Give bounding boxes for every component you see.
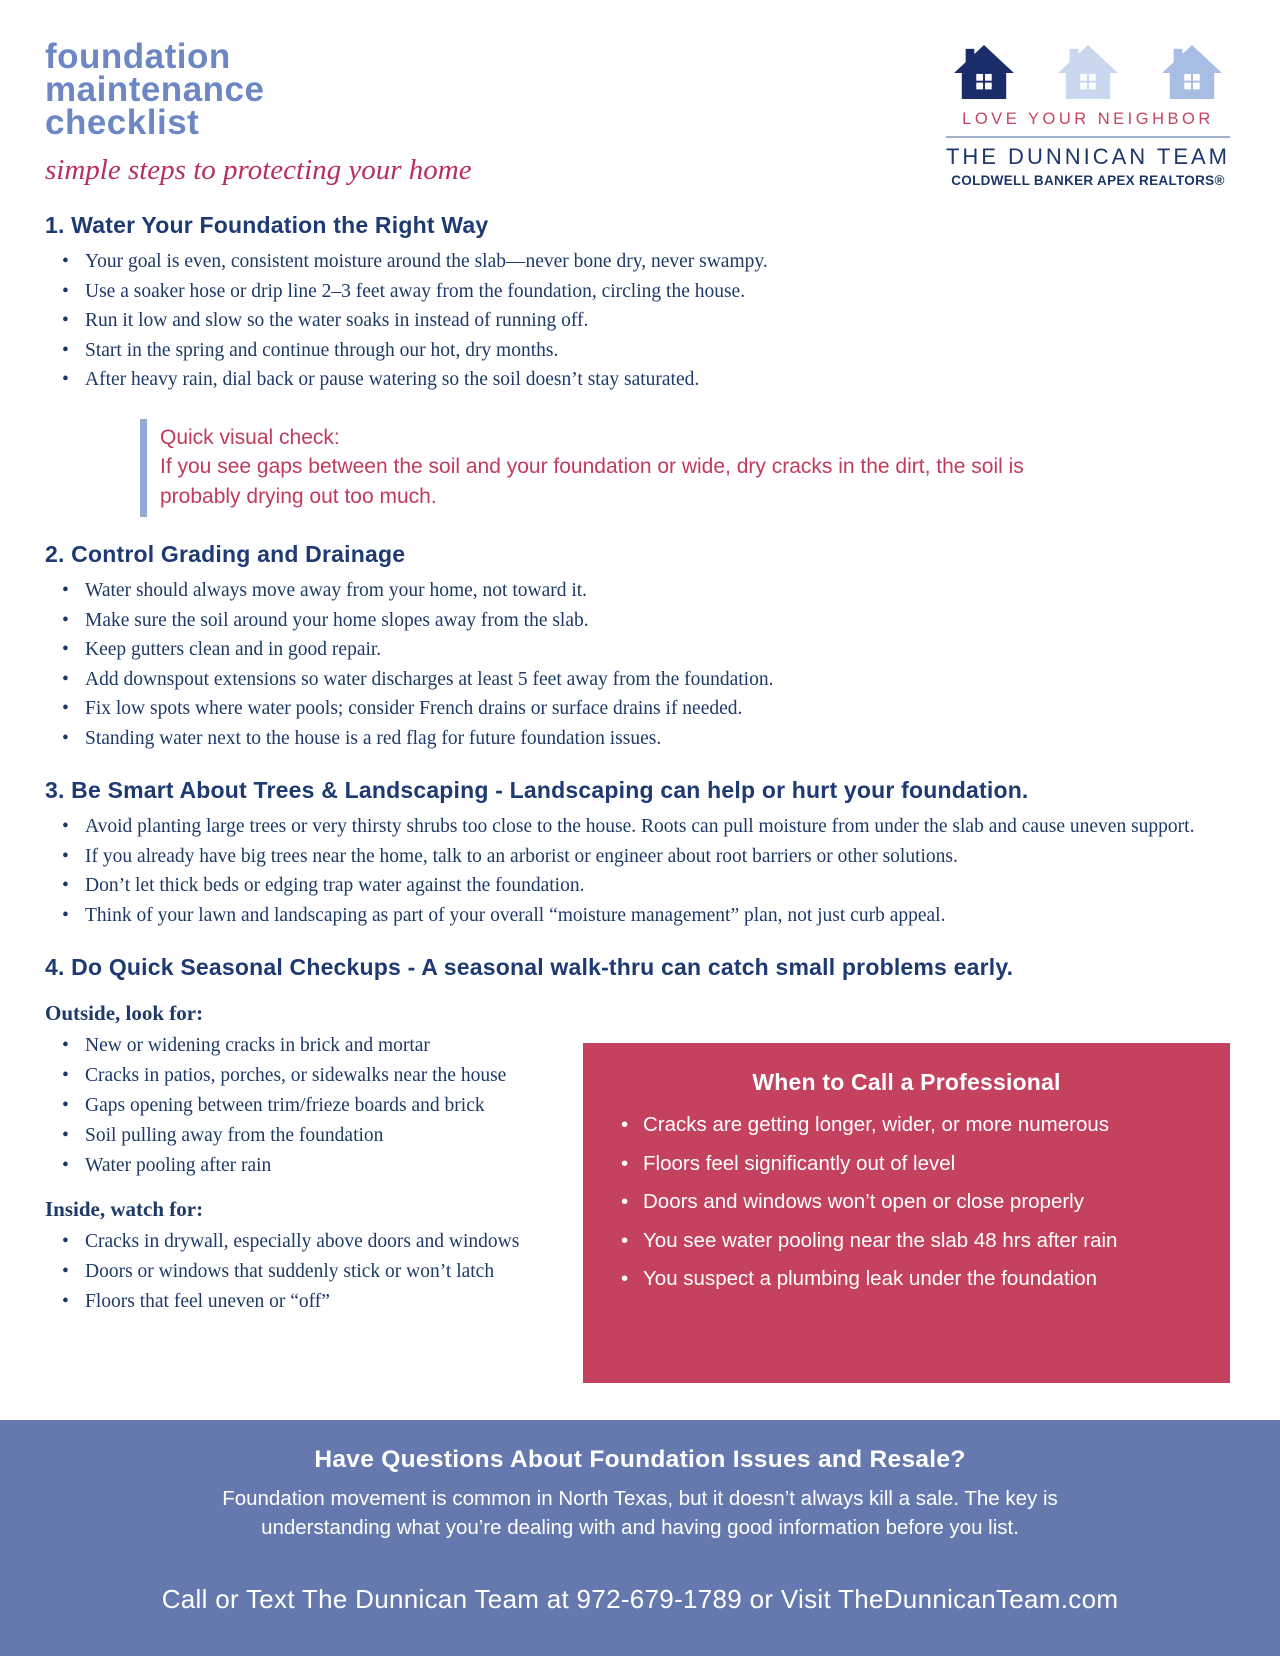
list-item: • Start in the spring and continue through our hot, dry months. (45, 336, 1230, 366)
section-water (45, 212, 1230, 395)
section-trees (45, 777, 1230, 930)
footer-band (0, 1420, 1280, 1656)
section-grading (45, 541, 1230, 753)
list-item: • Gaps opening between trim/frieze boards and brick (45, 1091, 553, 1121)
section-3-heading: 3. Be Smart About Trees & Landscaping - Landscaping can help or hurt your foundation. (45, 777, 1029, 803)
list-item: • Cracks in drywall, especially above doors and windows (45, 1227, 553, 1257)
brand-logo (946, 40, 1230, 188)
list-item: • New or widening cracks in brick and mortar (45, 1031, 553, 1061)
when-to-call-list (613, 1106, 1200, 1299)
checklist-body (45, 212, 1230, 1383)
list-item: • Cracks are getting longer, wider, or more numerous (613, 1106, 1200, 1145)
footer-cta: Call or Text The Dunnican Team at 972-679-1789 or Visit TheDunnicanTeam.com (161, 1584, 1119, 1614)
checkup-columns (45, 993, 1230, 1383)
list-item: • Your goal is even, consistent moisture around the slab—never bone dry, never swampy. (45, 247, 1230, 277)
list-item: • Water pooling after rain (45, 1151, 553, 1181)
list-item: • Don’t let thick beds or edging trap water against the foundation. (45, 871, 1230, 901)
section-1-list (45, 247, 1230, 395)
checkup-left-column (45, 993, 553, 1383)
list-item: • Make sure the soil around your home slopes away from the slab. (45, 606, 1230, 636)
house-icon-navy (953, 44, 1015, 100)
quick-visual-check-callout (140, 419, 1230, 518)
page-title (45, 37, 472, 142)
footer-heading: Have Questions About Foundation Issues and Resale? (314, 1446, 966, 1473)
inside-list (45, 1227, 553, 1317)
title-line-3: checklist (45, 103, 200, 142)
section-4-heading: 4. Do Quick Seasonal Checkups - A seasonal walk-thru can catch small problems early. (45, 954, 1014, 980)
title-line-1: foundation (45, 37, 231, 76)
list-item: • Think of your lawn and landscaping as part of your overall “moisture management” plan, not just curb appeal. (45, 901, 1230, 931)
list-item: • Water should always move away from your home, not toward it. (45, 576, 1230, 606)
list-item: • You see water pooling near the slab 48 hrs after rain (613, 1222, 1200, 1261)
list-item: • Doors or windows that suddenly stick or won’t latch (45, 1257, 553, 1287)
outside-heading: Outside, look for: (45, 1001, 204, 1025)
outside-list (45, 1031, 553, 1181)
callout-accent-bar (140, 419, 147, 518)
when-to-call-box (583, 1043, 1230, 1383)
list-item: • Standing water next to the house is a red flag for future foundation issues. (45, 724, 1230, 754)
house-icons-row (946, 44, 1230, 100)
list-item: • Avoid planting large trees or very thirsty shrubs too close to the house. Roots can pull moisture from under the slab and cause uneven support. (45, 812, 1230, 842)
section-3-list (45, 812, 1230, 930)
list-item: • Fix low spots where water pools; consider French drains or surface drains if needed. (45, 694, 1230, 724)
list-item: • Floors that feel uneven or “off” (45, 1287, 553, 1317)
callout-text (160, 419, 1065, 518)
section-checkups (45, 954, 1230, 1383)
list-item: • Run it low and slow so the water soaks in instead of running off. (45, 306, 1230, 336)
logo-tagline: LOVE YOUR NEIGHBOR (962, 110, 1214, 128)
inside-heading: Inside, watch for: (45, 1197, 204, 1221)
header (45, 37, 1230, 188)
list-item: • Use a soaker hose or drip line 2–3 feet away from the foundation, circling the house. (45, 277, 1230, 307)
list-item: • After heavy rain, dial back or pause watering so the soil doesn’t stay saturated. (45, 365, 1230, 395)
title-line-2: maintenance (45, 70, 265, 109)
list-item: • Doors and windows won’t open or close properly (613, 1183, 1200, 1222)
house-icon-light (1057, 44, 1119, 100)
logo-divider (946, 136, 1230, 138)
footer-body: Foundation movement is common in North Texas, but it doesn’t always kill a sale. The key is understanding what you’re dealing with and having good information before you list. (222, 1487, 1058, 1539)
logo-team-name: THE DUNNICAN TEAM (945, 144, 1230, 169)
list-item: • Floors feel significantly out of level (613, 1145, 1200, 1184)
list-item: • Soil pulling away from the foundation (45, 1121, 553, 1151)
when-to-call-title: When to Call a Professional (752, 1069, 1061, 1095)
title-block (45, 37, 472, 187)
logo-brokerage: COLDWELL BANKER APEX REALTORS® (951, 173, 1225, 188)
section-2-heading: 2. Control Grading and Drainage (45, 541, 406, 567)
list-item: • Add downspout extensions so water discharges at least 5 feet away from the foundation. (45, 665, 1230, 695)
section-2-list (45, 576, 1230, 753)
list-item: • Cracks in patios, porches, or sidewalks near the house (45, 1061, 553, 1091)
list-item: • You suspect a plumbing leak under the foundation (613, 1260, 1200, 1299)
house-icon-medium (1161, 44, 1223, 100)
list-item: • Keep gutters clean and in good repair. (45, 635, 1230, 665)
page-subtitle: simple steps to protecting your home (45, 154, 472, 186)
list-item: • If you already have big trees near the home, talk to an arborist or engineer about root barriers or other solutions. (45, 842, 1230, 872)
section-1-heading: 1. Water Your Foundation the Right Way (45, 212, 489, 238)
callout-title: Quick visual check: (160, 425, 340, 449)
callout-body: If you see gaps between the soil and your foundation or wide, dry cracks in the dirt, the soil is probably drying out too much. (160, 455, 1024, 508)
